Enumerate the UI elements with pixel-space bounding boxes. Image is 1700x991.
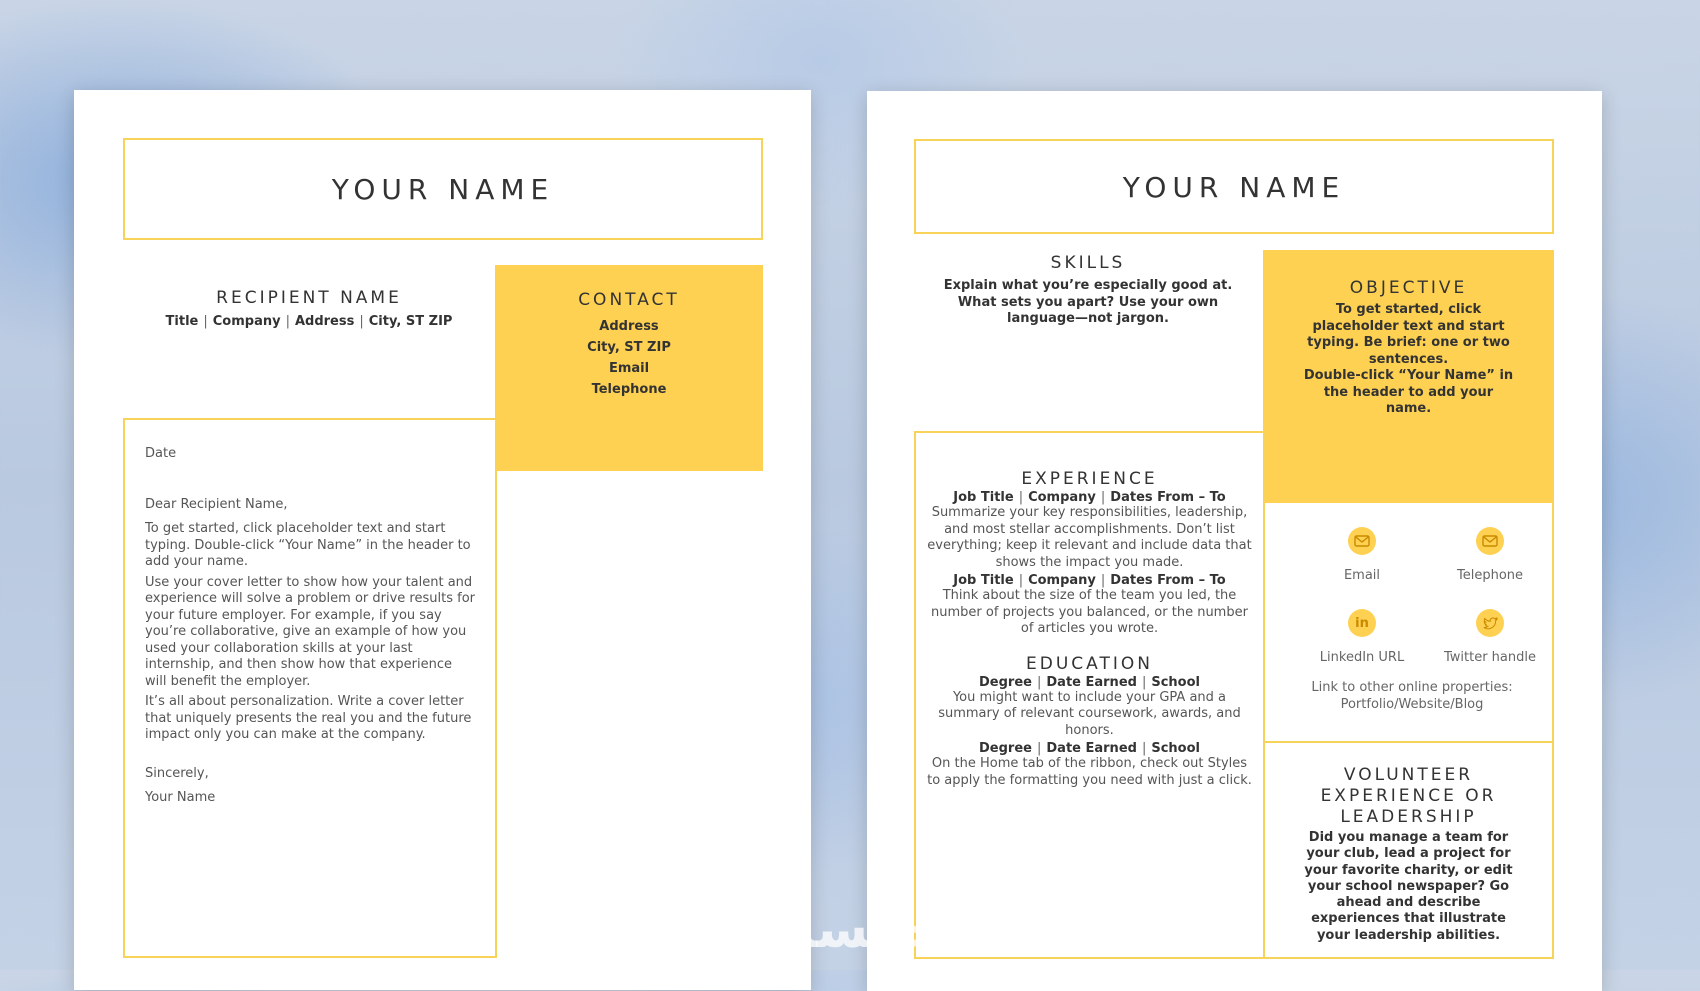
skills-heading[interactable]: SKILLS — [1050, 253, 1126, 273]
recipient-details: Title | Company | Address | City, ST ZIP — [165, 314, 453, 329]
experience-education-box — [914, 431, 1265, 959]
contact-telephone[interactable]: Telephone — [591, 382, 667, 397]
contact-city[interactable]: City, ST ZIP — [587, 340, 671, 355]
name-header-box — [123, 138, 763, 240]
contact-lines — [495, 316, 763, 400]
recipient-city[interactable]: City, ST ZIP — [368, 314, 453, 329]
experience-entry-1-text[interactable]: Summarize your key responsibilities, leadership, and most stellar accomplishments. Don’t list everything; keep it relevant and include data that shows the impact you made. — [927, 505, 1252, 570]
recipient-heading[interactable]: RECIPIENT NAME — [216, 288, 402, 308]
experience-heading[interactable]: EXPERIENCE — [1021, 469, 1158, 489]
resume-name-header-box — [914, 139, 1554, 234]
contact-email[interactable]: Email — [608, 361, 650, 376]
experience-entry-2-title: Job Title | Company | Dates From – To — [953, 573, 1226, 588]
degree-1[interactable]: Degree — [979, 674, 1032, 690]
company-1[interactable]: Company — [1028, 490, 1096, 505]
experience-entry-1-title: Job Title | Company | Dates From – To — [953, 490, 1226, 505]
telephone-label[interactable]: Telephone — [1456, 568, 1524, 583]
letter-signature[interactable]: Your Name — [145, 790, 216, 805]
education-entry-2-text[interactable]: On the Home tab of the ribbon, check out Styles to apply the formatting you need with just a click. — [927, 756, 1252, 788]
resume-page — [867, 91, 1602, 991]
recipient-company[interactable]: Company — [212, 314, 281, 329]
linkedin-label[interactable]: LinkedIn URL — [1319, 650, 1405, 665]
cover-letter-page — [74, 90, 811, 990]
skills-block — [923, 253, 1253, 328]
watermark-logo: خمسات — [745, 900, 943, 960]
date-earned-2[interactable]: Date Earned — [1046, 741, 1137, 756]
degree-2[interactable]: Degree — [979, 741, 1032, 756]
letter-salutation[interactable]: Dear Recipient Name, — [145, 496, 288, 512]
telephone-icon[interactable] — [1476, 527, 1504, 555]
education-entry-1-text[interactable]: You might want to include your GPA and a summary of relevant coursework, awards, and honors. — [938, 689, 1241, 738]
other-links-text[interactable]: Link to other online properties: Portfolio/Website/Blog — [1311, 680, 1513, 712]
job-title-1[interactable]: Job Title — [953, 490, 1014, 505]
letter-paragraph-2[interactable]: Use your cover letter to show how your talent and experience will solve a problem or drive results for your future employer. For example, if you say you’re collaborative, give an example of how you used your collaboration skills at your last internship, and then show how that experience will benefit the employer. — [145, 574, 475, 689]
date-earned-1[interactable]: Date Earned — [1046, 674, 1137, 690]
education-entry-1-title: Degree | Date Earned | School — [979, 674, 1200, 690]
objective-text-1[interactable]: To get started, click placeholder text and start typing. Be brief: one or two sentences. — [1307, 302, 1510, 367]
letter-body-box — [123, 418, 497, 958]
education-entry-2-title: Degree | Date Earned | School — [979, 741, 1200, 756]
school-2[interactable]: School — [1151, 741, 1200, 756]
linkedin-icon[interactable] — [1348, 609, 1376, 637]
objective-panel — [1263, 250, 1554, 503]
education-heading[interactable]: EDUCATION — [1026, 653, 1153, 674]
linkedin-glyph: in — [1355, 615, 1369, 631]
objective-heading[interactable]: OBJECTIVE — [1349, 278, 1468, 298]
letter-paragraph-1[interactable]: To get started, click placeholder text and start typing. Double-click “Your Name” in the header to add your name. — [145, 521, 471, 569]
volunteer-heading[interactable]: VOLUNTEER EXPERIENCE OR LEADERSHIP — [1320, 765, 1497, 827]
job-title-2[interactable]: Job Title — [953, 573, 1014, 588]
objective-text — [1300, 302, 1518, 418]
experience-entry-2-text[interactable]: Think about the size of the team you led, the number of projects you balanced, or the number of articles you wrote. — [931, 588, 1248, 636]
letter-body — [145, 446, 475, 807]
twitter-icon[interactable] — [1476, 609, 1504, 637]
skills-text[interactable]: Explain what you’re especially good at. What sets you apart? Use your own language—not jargon. — [943, 278, 1233, 326]
volunteer-text[interactable]: Did you manage a team for your club, lead a project for your favorite charity, or edit your school newspaper? Go ahead and describe experiences that illustrate your leadership abilities. — [1304, 830, 1513, 943]
volunteer-box — [1263, 741, 1554, 959]
experience-block — [924, 469, 1255, 789]
contact-heading[interactable]: CONTACT — [578, 290, 680, 310]
contact-address[interactable]: Address — [599, 319, 659, 334]
email-label[interactable]: Email — [1343, 568, 1381, 583]
your-name-heading[interactable]: YOUR NAME — [331, 173, 555, 206]
letter-date[interactable]: Date — [145, 446, 177, 461]
recipient-block — [123, 288, 495, 329]
contact-panel — [495, 265, 763, 471]
school-1[interactable]: School — [1151, 674, 1200, 690]
recipient-title[interactable]: Title — [165, 314, 199, 329]
recipient-address[interactable]: Address — [294, 314, 355, 329]
resume-your-name-heading[interactable]: YOUR NAME — [1122, 171, 1346, 204]
objective-text-2[interactable]: Double-click “Your Name” in the header to add your name. — [1303, 368, 1514, 416]
letter-closing[interactable]: Sincerely, — [145, 765, 209, 781]
twitter-label[interactable]: Twitter handle — [1443, 650, 1536, 665]
dates-1[interactable]: Dates From – To — [1110, 490, 1226, 505]
company-2[interactable]: Company — [1028, 573, 1096, 588]
dates-2[interactable]: Dates From – To — [1110, 573, 1226, 588]
letter-paragraph-3[interactable]: It’s all about personalization. Write a cover letter that uniquely presents the real you and the future impact only you can make at the company. — [145, 694, 472, 742]
email-icon[interactable] — [1348, 527, 1376, 555]
